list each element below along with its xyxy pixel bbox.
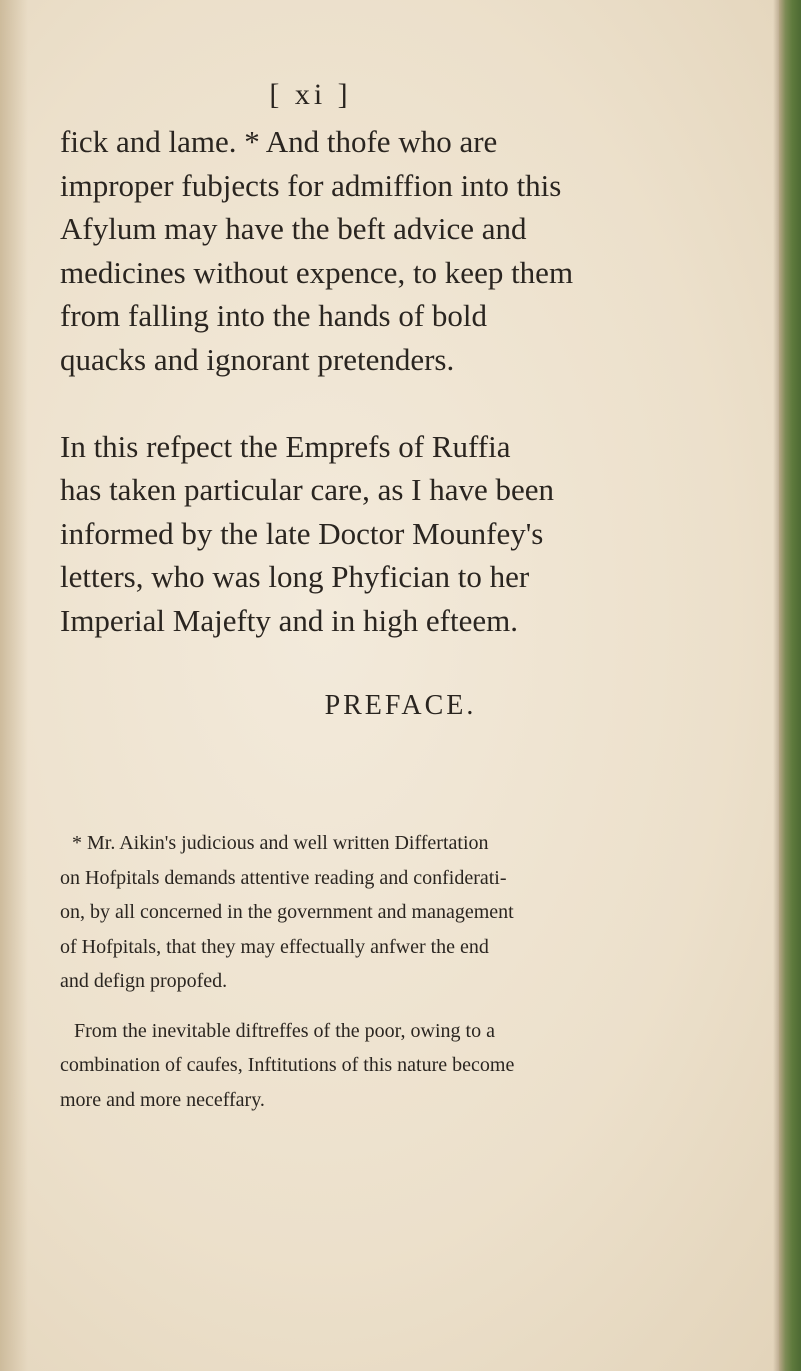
footnote-line: combination of caufes, Inftitutions of this nature become xyxy=(60,1054,515,1076)
footnote-line: From the inevitable diftreffes of the poor, owing to a xyxy=(74,1019,495,1042)
page-number-header: [ xi ] xyxy=(269,78,352,111)
section-heading: PREFACE. xyxy=(324,690,477,721)
footnote-line: of Hofpitals, that they may effectually anfwer the end xyxy=(60,935,489,958)
book-cover-edge xyxy=(779,0,801,1371)
text-line: fick and lame. * And thofe who are xyxy=(60,124,498,159)
text-line: improper fubjects for admiffion into this xyxy=(60,167,562,203)
text-line: informed by the late Doctor Mounfey's xyxy=(60,515,544,551)
text-line: has taken particular care, as I have been xyxy=(60,472,555,508)
text-line: medicines without expence, to keep them xyxy=(60,254,574,290)
footnote-line: on, by all concerned in the government and management xyxy=(60,901,514,923)
page-gutter-shadow xyxy=(0,0,28,1371)
footnote xyxy=(60,826,770,1117)
footnote-line: * Mr. Aikin's judicious and well written Differtation xyxy=(72,832,489,854)
main-text xyxy=(60,120,760,643)
footnote-line: on Hofpitals demands attentive reading and confiderati- xyxy=(60,866,507,889)
text-line: Imperial Majefty and in high efteem. xyxy=(60,602,518,638)
text-line: Afylum may have the beft advice and xyxy=(60,211,527,247)
text-line: In this refpect the Emprefs of Ruffia xyxy=(60,428,511,464)
text-line: quacks and ignorant pretenders. xyxy=(60,341,455,377)
text-line: from falling into the hands of bold xyxy=(60,298,488,334)
footnote-line: and defign propofed. xyxy=(60,970,228,992)
text-line: letters, who was long Phyfician to her xyxy=(60,559,530,595)
footnote-line: more and more neceffary. xyxy=(60,1088,265,1111)
